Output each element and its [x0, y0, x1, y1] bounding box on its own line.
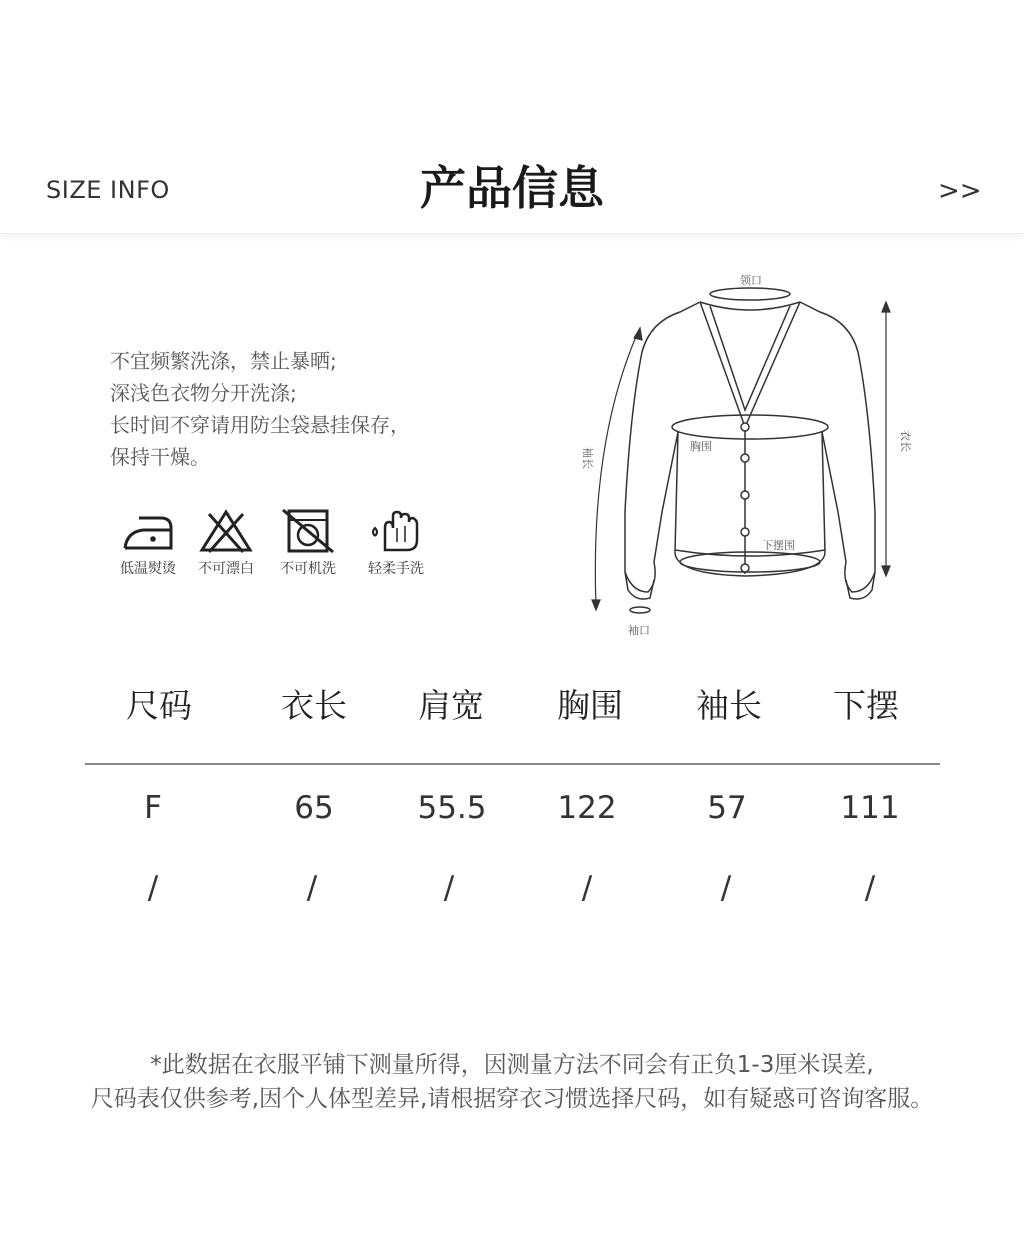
care-item-iron [108, 508, 188, 578]
chest-label: 胸围 [690, 440, 712, 453]
table-header: 衣长 [281, 686, 347, 725]
care-line: 长时间不穿请用防尘袋悬挂保存， [110, 413, 410, 437]
header-bar [0, 0, 1024, 234]
iron-low-temp-icon [119, 508, 177, 554]
table-cell: / [443, 870, 455, 906]
care-label: 低温熨烫 [120, 561, 176, 577]
garment-diagram [570, 262, 930, 642]
cuff-label: 袖口 [628, 624, 650, 637]
table-divider [85, 763, 940, 765]
table-cell: 65 [294, 790, 334, 826]
table-cell: F [144, 790, 162, 826]
table-cell: / [581, 870, 593, 906]
care-item-handwash [356, 508, 436, 578]
footnote-line: *此数据在衣服平铺下测量所得，因测量方法不同会有正负1-3厘米误差, [150, 1052, 874, 1078]
no-machine-wash-icon [279, 508, 337, 554]
table-cell: 111 [840, 790, 900, 826]
care-label: 不可漂白 [198, 561, 254, 577]
page-title: 产品信息 [420, 161, 604, 215]
cardigan-outline-icon [570, 262, 930, 642]
table-header: 肩宽 [418, 686, 484, 725]
table-cell: 55.5 [417, 790, 487, 826]
table-header: 尺码 [126, 686, 192, 725]
measurement-footnote [0, 1048, 1024, 1116]
table-header: 下摆 [833, 686, 899, 725]
size-info-label: SIZE INFO [46, 176, 170, 204]
more-arrow-icon[interactable]: >> [938, 176, 982, 206]
table-cell: / [720, 870, 732, 906]
footnote-line: 尺码表仅供参考,因个人体型差异,请根据穿衣习惯选择尺码，如有疑惑可咨询客服。 [90, 1086, 934, 1112]
gentle-hand-wash-icon [367, 508, 425, 554]
table-cell: / [306, 870, 318, 906]
length-label: 衣长 [899, 430, 912, 452]
no-bleach-icon [197, 508, 255, 554]
hem-label: 下摆围 [762, 539, 795, 552]
sleeve-length-label: 袖长 [581, 447, 594, 469]
care-item-machine [268, 508, 348, 578]
size-table [85, 660, 940, 920]
care-label: 不可机洗 [280, 561, 336, 577]
table-cell: 122 [557, 790, 617, 826]
care-label: 轻柔手洗 [368, 561, 424, 577]
table-cell: 57 [707, 790, 747, 826]
care-line: 深浅色衣物分开洗涤; [110, 381, 297, 405]
table-cell: / [147, 870, 159, 906]
care-line: 不宜频繁洗涤，禁止暴晒; [110, 349, 337, 373]
care-instructions [110, 345, 410, 473]
collar-label: 领口 [740, 274, 762, 287]
table-cell: / [864, 870, 876, 906]
table-header: 袖长 [696, 686, 762, 725]
care-line: 保持干燥。 [110, 445, 210, 469]
care-icons-row [108, 508, 448, 598]
table-header: 胸围 [557, 686, 623, 725]
care-item-bleach [186, 508, 266, 578]
